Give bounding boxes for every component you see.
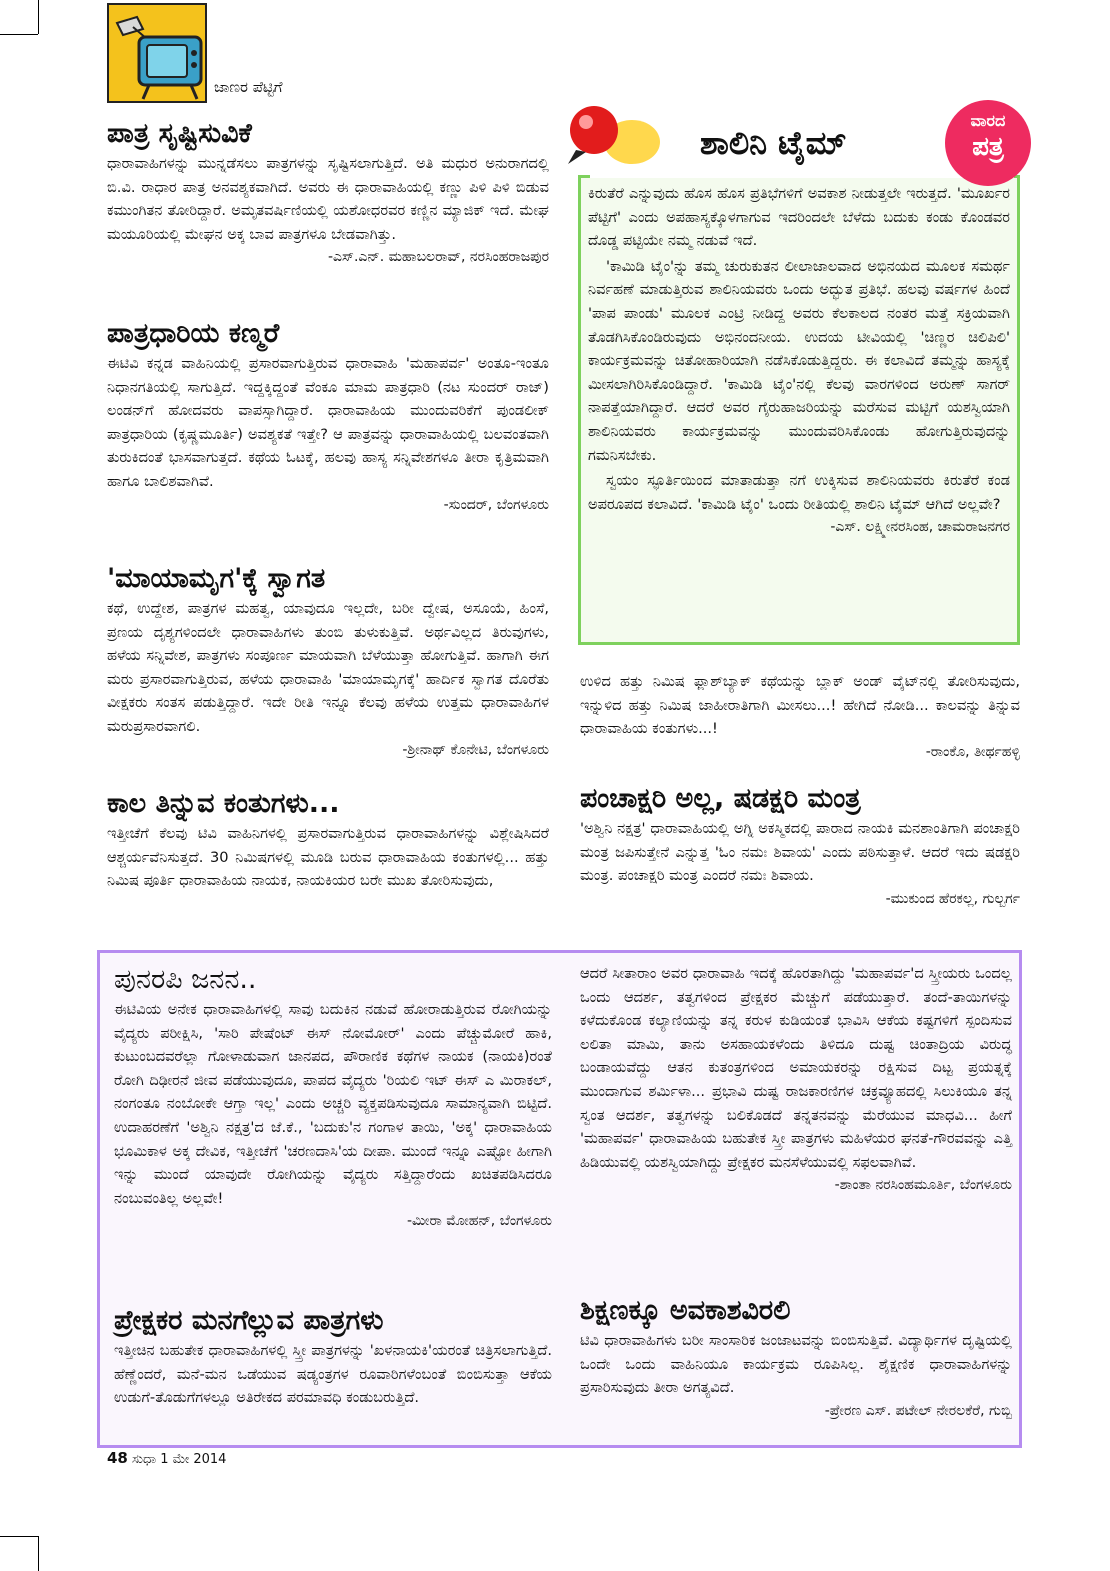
article-time-eating-episodes: [107, 788, 549, 893]
page-number: 48: [107, 1449, 128, 1467]
article-paragraph: ಕಿರುತೆರೆ ಎನ್ನುವುದು ಹೊಸ ಹೊಸ ಪ್ರತಿಭೆಗಳಿಗೆ ಅವಕಾಶ ನೀಡುತ್ತಲೇ ಇರುತ್ತದೆ. 'ಮೂರ್ಖರ ಪೆಟ್ಟಿಗೆ' ಎಂದು ಅಪಹಾಸ್ಯಕ್ಕೊಳಗಾಗುವ ಇದರಿಂದಲೇ ಬೆಳೆದು ಬದುಕು ಕಂಡು ಕೊಂಡವರ ದೊಡ್ಡ ಪಟ್ಟಿಯೇ ನಮ್ಮ ನಡುವೆ ಇದೆ.: [588, 185, 1010, 250]
article-title: ಪಾತ್ರ ಸೃಷ್ಟಿಸುವಿಕೆ: [107, 118, 252, 149]
crop-mark: [38, 0, 39, 34]
article-title: ಪಂಚಾಕ್ಷರಿ ಅಲ್ಲ, ಷಡಕ್ಷರಿ ಮಂತ್ರ: [580, 783, 861, 814]
article-title: 'ಮಾಯಾಮೃಗ'ಕ್ಕೆ ಸ್ವಾಗತ: [107, 563, 326, 594]
article-credit: -ರಾಂಕೊ, ತೀರ್ಥಹಳ್ಳಿ: [925, 743, 1020, 760]
article-character-creation: [107, 118, 549, 265]
badge-line-1: ವಾರದ: [970, 111, 1006, 130]
article-shadakshari-mantra: [580, 783, 1020, 907]
article-body: ಇತ್ತೀಚಿನ ಬಹುತೇಕ ಧಾರಾವಾಹಿಗಳಲ್ಲಿ ಸ್ತ್ರೀ ಪಾತ್ರಗಳನ್ನು 'ಖಳನಾಯಕಿ'ಯರಂತೆ ಚಿತ್ರಿಸಲಾಗುತ್ತಿದೆ. ಹೆಣ್ಣೆಂದರೆ, ಮನೆ-ಮನ ಒಡೆಯುವ ಷಡ್ಯಂತ್ರಗಳ ರೂವಾರಿಗಳೆಂಬಂತೆ ಬಿಂಬಿಸುತ್ತಾ ಆಕೆಯ ಉಡುಗೆ-ತೊಡುಗೆಗಳಲ್ಲೂ ಅತಿರೇಕದ ಪರಮಾವಧಿ ಕಂಡುಬರುತ್ತಿದೆ.: [114, 1342, 552, 1407]
article-body: ಇತ್ತೀಚೆಗೆ ಕೆಲವು ಟಿವಿ ವಾಹಿನಿಗಳಲ್ಲಿ ಪ್ರಸಾರವಾಗುತ್ತಿರುವ ಧಾರಾವಾಹಿಗಳನ್ನು ವಿಶ್ಲೇಷಿಸಿದರೆ ಆಶ್ಚರ್ಯವೆನಿಸುತ್ತದೆ. 30 ನಿಮಿಷಗಳಲ್ಲಿ ಮೂಡಿ ಬರುವ ಧಾರಾವಾಹಿಯ ಕಂತುಗಳಲ್ಲಿ... ಹತ್ತು ನಿಮಿಷ ಪೂರ್ತಿ ಧಾರಾವಾಹಿಯ ನಾಯಕ, ನಾಯಕಿಯರ ಬರೇ ಮುಖ ತೋರಿಸುವುದು,: [107, 825, 549, 890]
article-credit: -ಸುಂದರ್, ಬೆಂಗಳೂರು: [443, 496, 549, 513]
article-body: ಈಟಿವಿಯ ಅನೇಕ ಧಾರಾವಾಹಿಗಳಲ್ಲಿ ಸಾವು ಬದುಕಿನ ನಡುವೆ ಹೋರಾಡುತ್ತಿರುವ ರೋಗಿಯನ್ನು ವೈದ್ಯರು ಪರೀಕ್ಷಿಸಿ, 'ಸಾರಿ ಪೇಷೆಂಟ್ ಈಸ್ ನೋಮೋರ್' ಎಂದು ಪೆಚ್ಚುಮೋರೆ ಹಾಕಿ, ಕುಟುಂಬದವರೆಲ್ಲಾ ಗೋಳಾಡುವಾಗ ಜಾನಪದ, ಪೌರಾಣಿಕ ಕಥೆಗಳ ನಾಯಕ (ನಾಯಕಿ)ರಂತೆ ರೋಗಿ ದಿಢೀರನೆ ಜೀವ ಪಡೆಯುವುದೂ, ಪಾಪದ ವೈದ್ಯರು 'ರಿಯಲಿ ಇಟ್ ಈಸ್ ಎ ಮಿರಾಕಲ್, ನಂಗಂತೂ ನಂಬೋಕೇ ಆಗ್ತಾ ಇಲ್ಲ' ಎಂದು ಅಚ್ಚರಿ ವ್ಯಕ್ತಪಡಿಸುವುದೂ ಸಾಮಾನ್ಯವಾಗಿ ಬಿಟ್ಟಿದೆ. ಉದಾಹರಣೆಗೆ 'ಅಶ್ವಿನಿ ನಕ್ಷತ್ರ'ದ ಜೆ.ಕೆ., 'ಬದುಕು'ನ ಗಂಗಾಳ ತಾಯಿ, 'ಅಕ್ಕ' ಧಾರಾವಾಹಿಯ ಭೂಮಿಕಾಳ ಅಕ್ಕ ದೇವಿಕ, ಇತ್ತೀಚೆಗೆ 'ಚರಣದಾಸಿ'ಯ ದೀಪಾ. ಮುಂದೆ ಇನ್ನೂ ಎಷ್ಟೋ ಹೀಗಾಗಿ ಇನ್ನು ಮುಂದೆ ಯಾವುದೇ ರೋಗಿಯನ್ನು ವೈದ್ಯರು ಸತ್ತಿದ್ದಾರೆಂದು ಖಚಿತಪಡಿಸಿದರೂ ನಂಬುವಂತಿಲ್ಲ ಅಲ್ಲವೇ!: [114, 1001, 552, 1207]
article-winning-characters-continued: [580, 960, 1012, 1193]
article-credit: -ಮುಕುಂದ ಹೆರಕಲ್ಲ, ಗುಲ್ಬರ್ಗ: [885, 890, 1020, 907]
article-winning-characters: [114, 1305, 552, 1410]
column-label: ಜಾಣರ ಪೆಟ್ಟಿಗೆ: [214, 78, 283, 96]
crop-mark: [0, 34, 38, 35]
article-paragraph: ಸ್ವಯಂ ಸ್ಫೂರ್ತಿಯಿಂದ ಮಾತಾಡುತ್ತಾ ನಗೆ ಉಕ್ಕಿಸುವ ಶಾಲಿನಿಯವರು ಕಿರುತೆರೆ ಕಂಡ ಅಪರೂಪದ ಕಲಾವಿದೆ. 'ಕಾಮಿಡಿ ಟೈಂ' ಒಂದು ರೀತಿಯಲ್ಲಿ ಶಾಲಿನಿ ಟೈಮ್ ಆಗಿದೆ ಅಲ್ಲವೇ?: [588, 472, 1010, 513]
article-shalini-time: [588, 180, 1010, 535]
article-body: ಆದರೆ ಸೀತಾರಾಂ ಅವರ ಧಾರಾವಾಹಿ ಇದಕ್ಕೆ ಹೊರತಾಗಿದ್ದು 'ಮಹಾಪರ್ವ'ದ ಸ್ತ್ರೀಯರು ಒಂದಲ್ಲ ಒಂದು ಆದರ್ಶ, ತತ್ವಗಳಿಂದ ಪ್ರೇಕ್ಷಕರ ಮೆಚ್ಚುಗೆ ಪಡೆಯುತ್ತಾರೆ. ತಂದೆ-ತಾಯಿಗಳನ್ನು ಕಳೆದುಕೊಂಡ ಕಲ್ಯಾಣಿಯನ್ನು ತನ್ನ ಕರುಳ ಕುಡಿಯಂತೆ ಭಾವಿಸಿ ಆಕೆಯ ಕಷ್ಟಗಳಿಗೆ ಸ್ಪಂದಿಸುವ ಲಲಿತಾ ಮಾಮಿ, ತಾನು ಅಸಹಾಯಕಳೆಂದು ತಿಳಿದೂ ದುಷ್ಟ ಚಿಂತಾದ್ರಿಯ ವಿರುದ್ಧ ಬಂಡಾಯವೆದ್ದು ಆತನ ಕುತಂತ್ರಗಳಿಂದ ಅಮಾಯಕರನ್ನು ರಕ್ಷಿಸುವ ದಿಟ್ಟ ಪ್ರಯತ್ನಕ್ಕೆ ಮುಂದಾಗುವ ಶರ್ಮಿಳಾ... ಪ್ರಭಾವಿ ದುಷ್ಟ ರಾಜಕಾರಣಿಗಳ ಚಕ್ರವ್ಯೂಹದಲ್ಲಿ ಸಿಲುಕಿಯೂ ತನ್ನ ಸ್ವಂತ ಆದರ್ಶ, ತತ್ವಗಳನ್ನು ಬಲಿಕೊಡದೆ ತನ್ನತನವನ್ನು ಮೆರೆಯುವ ಮಾಧವಿ... ಹೀಗೆ 'ಮಹಾಪರ್ವ' ಧಾರಾವಾಹಿಯ ಬಹುತೇಕ ಸ್ತ್ರೀ ಪಾತ್ರಗಳು ಮಹಿಳೆಯರ ಘನತೆ-ಗೌರವವನ್ನು ಎತ್ತಿ ಹಿಡಿಯುವಲ್ಲಿ ಯಶಸ್ವಿಯಾಗಿದ್ದು ಪ್ರೇಕ್ಷಕರ ಮನಸೆಳೆಯುವಲ್ಲಿ ಸಫಲವಾಗಿವೆ.: [580, 965, 1012, 1171]
article-title: ಕಾಲ ತಿನ್ನುವ ಕಂತುಗಳು...: [107, 788, 340, 819]
article-credit: -ಪ್ರೇರಣ ಎಸ್. ಪಟೇಲ್ ನೇರಲಕೆರೆ, ಗುಬ್ಬಿ: [824, 1402, 1012, 1419]
pushpin-icon: [566, 100, 676, 170]
tv-icon: [109, 5, 207, 103]
article-body: ಟಿವಿ ಧಾರಾವಾಹಿಗಳು ಬರೀ ಸಾಂಸಾರಿಕ ಜಂಜಾಟವನ್ನು ಬಿಂಬಿಸುತ್ತಿವೆ. ವಿದ್ಯಾರ್ಥಿಗಳ ದೃಷ್ಟಿಯಲ್ಲಿ ಒಂದೇ ಒಂದು ವಾಹಿನಿಯೂ ಕಾರ್ಯಕ್ರಮ ರೂಪಿಸಿಲ್ಲ. ಶೈಕ್ಷಣಿಕ ಧಾರಾವಾಹಿಗಳನ್ನು ಪ್ರಸಾರಿಸುವುದು ತೀರಾ ಅಗತ್ಯವಿದೆ.: [580, 1332, 1012, 1397]
article-credit: -ಶ್ರೀನಾಥ್ ಕೊನೇಟಿ, ಬೆಂಗಳೂರು: [402, 741, 549, 758]
crop-mark: [0, 1536, 38, 1537]
issue-date: 1 ಮೇ 2014: [160, 1452, 227, 1467]
article-education-opportunity: [580, 1295, 1012, 1419]
tv-logo: [107, 3, 207, 103]
article-credit: -ಎಸ್.ಎನ್. ಮಹಾಬಲರಾವ್, ನರಸಿಂಹರಾಜಪುರ: [327, 249, 549, 266]
magazine-name: ಸುಧಾ: [132, 1452, 157, 1467]
badge-line-2: ಪತ್ರ: [972, 132, 1004, 162]
article-credit: -ಶಾಂತಾ ನರಸಿಂಹಮೂರ್ತಿ, ಬೆಂಗಳೂರು: [834, 1177, 1012, 1194]
article-mayamruga-welcome: [107, 563, 549, 758]
article-title: ಪುನರಪಿ ಜನನ..: [114, 964, 257, 995]
article-title: ಪ್ರೇಕ್ಷಕರ ಮನಗೆಲ್ಲುವ ಪಾತ್ರಗಳು: [114, 1305, 384, 1336]
letter-title: ಶಾಲಿನಿ ಟೈಮ್: [700, 124, 847, 162]
article-credit: -ಮೀರಾ ಮೋಹನ್, ಬೆಂಗಳೂರು: [407, 1213, 552, 1230]
crop-mark: [38, 1536, 39, 1571]
article-credit: -ಎಸ್. ಲಕ್ಷ್ಮೀನರಸಿಂಹ, ಚಾಮರಾಜನಗರ: [830, 519, 1010, 536]
article-body: ಕಥೆ, ಉದ್ದೇಶ, ಪಾತ್ರಗಳ ಮಹತ್ವ, ಯಾವುದೂ ಇಲ್ಲದೇ, ಬರೀ ದ್ವೇಷ, ಅಸೂಯೆ, ಹಿಂಸೆ, ಪ್ರಣಯ ದೃಶ್ಯಗಳಿಂದಲೇ ಧಾರಾವಾಹಿಗಳು ತುಂಬಿ ತುಳುಕುತ್ತಿವೆ. ಅರ್ಥವಿಲ್ಲದ ತಿರುವುಗಳು, ಹಳೆಯ ಸನ್ನಿವೇಶ, ಪಾತ್ರಗಳು ಸಂಪೂರ್ಣ ಮಾಯವಾಗಿ ಬೆಳೆಯುತ್ತಾ ಹೋಗುತ್ತಿವೆ. ಹಾಗಾಗಿ ಈಗ ಮರು ಪ್ರಸಾರವಾಗುತ್ತಿರುವ, ಹಳೆಯ ಧಾರಾವಾಹಿ 'ಮಾಯಾಮೃಗಕ್ಕೆ' ಹಾರ್ದಿಕ ಸ್ವಾಗತ ದೊರೆತು ವೀಕ್ಷಕರು ಸಂತಸ ಪಡುತ್ತಿದ್ದಾರೆ. ಇದೇ ರೀತಿ ಇನ್ನೂ ಕೆಲವು ಹಳೆಯ ಉತ್ತಮ ಧಾರಾವಾಹಿಗಳ ಮರುಪ್ರಸಾರವಾಗಲಿ.: [107, 600, 549, 735]
letter-of-week-badge: [945, 100, 1031, 186]
article-body: ಧಾರಾವಾಹಿಗಳನ್ನು ಮುನ್ನಡೆಸಲು ಪಾತ್ರಗಳನ್ನು ಸೃಷ್ಟಿಸಲಾಗುತ್ತಿದೆ. ಅತಿ ಮಧುರ ಅನುರಾಗದಲ್ಲಿ ಬಿ.ವಿ. ರಾಧಾರ ಪಾತ್ರ ಅನವಶ್ಯಕವಾಗಿದೆ. ಅವರು ಈ ಧಾರಾವಾಹಿಯಲ್ಲಿ ಕಣ್ಣು ಪಿಳಿ ಪಿಳಿ ಬಿಡುವ ಕಮುಂಗಿತನ ತೋರಿದ್ದಾರೆ. ಅಮೃತವರ್ಷಿಣಿಯಲ್ಲಿ ಯಶೋಧರವರ ಕಣ್ಣಿನ ಮ್ಯಾಜಿಕ್ ಇದೆ. ಮೇಘ ಮಯೂರಿಯಲ್ಲಿ ಮೇಘನ ಅಕ್ಕ ಬಾವ ಪಾತ್ರಗಳೂ ಬೇಡವಾಗಿತ್ತು.: [107, 155, 549, 243]
article-body: 'ಅಶ್ವಿನಿ ನಕ್ಷತ್ರ' ಧಾರಾವಾಹಿಯಲ್ಲಿ ಅಗ್ನಿ ಅಕಸ್ಮಿಕದಲ್ಲಿ ಪಾರಾದ ನಾಯಕಿ ಮನಶಾಂತಿಗಾಗಿ ಪಂಚಾಕ್ಷರಿ ಮಂತ್ರ ಜಪಿಸುತ್ತೇನೆ ಎನ್ನುತ್ತ 'ಓಂ ನಮಃ ಶಿವಾಯ' ಎಂದು ಪಠಿಸುತ್ತಾಳೆ. ಆದರೆ ಇದು ಷಡಕ್ಷರಿ ಮಂತ್ರ. ಪಂಚಾಕ್ಷರಿ ಮಂತ್ರ ಎಂದರೆ ನಮಃ ಶಿವಾಯ.: [580, 820, 1020, 885]
article-paragraph: 'ಕಾಮಿಡಿ ಟೈಂ'ನ್ನು ತಮ್ಮ ಚುರುಕುತನ ಲೀಲಾಜಾಲವಾದ ಅಭಿನಯದ ಮೂಲಕ ಸಮರ್ಥ ನಿರ್ವಹಣೆ ಮಾಡುತ್ತಿರುವ ಶಾಲಿನಿಯವರು ಒಂದು ಅದ್ಭುತ ಪ್ರತಿಭೆ. ಹಲವು ವರ್ಷಗಳ ಹಿಂದೆ 'ಪಾಪ ಪಾಂಡು' ಮೂಲಕ ಎಂಟ್ರಿ ನೀಡಿದ್ದ ಅವರು ಕೆಲಕಾಲದ ನಂತರ ಮತ್ತೆ ಸಕ್ರಿಯವಾಗಿ ತೊಡಗಿಸಿಕೊಂಡಿರುವುದು ಅಭಿನಂದನೀಯ. ಉದಯ ಟೀವಿಯಲ್ಲಿ 'ಚಿಣ್ಣರ ಚಿಲಿಪಿಲಿ' ಕಾರ್ಯಕ್ರಮವನ್ನು ಚಿತೋಹಾರಿಯಾಗಿ ನಡೆಸಿಕೊಡುತ್ತಿದ್ದರು. ಈ ಕಲಾವಿದೆ ತಮ್ಮನ್ನು ಹಾಸ್ಯಕ್ಕೆ ಮೀಸಲಾಗಿರಿಸಿಕೊಂಡಿದ್ದಾರೆ. 'ಕಾಮಿಡಿ ಟೈಂ'ನಲ್ಲಿ ಕೆಲವು ವಾರಗಳಿಂದ ಅರುಣ್ ಸಾಗರ್ ನಾಪತ್ತೆಯಾಗಿದ್ದಾರೆ. ಆದರೆ ಅವರ ಗೈರುಹಾಜರಿಯನ್ನು ಮರೆಸುವ ಮಟ್ಟಿಗೆ ಯಶಸ್ವಿಯಾಗಿ ಶಾಲಿನಿಯವರು ಕಾರ್ಯಕ್ರಮವನ್ನು ಮುಂದುವರಿಸಿಕೊಂಡು ಹೋಗುತ್ತಿರುವುದನ್ನು ಗಮನಿಸಬೇಕು.: [588, 257, 1010, 464]
page-footer: [107, 1449, 226, 1467]
article-time-eating-continued: [580, 668, 1020, 760]
article-body: ಈಟಿವಿ ಕನ್ನಡ ವಾಹಿನಿಯಲ್ಲಿ ಪ್ರಸಾರವಾಗುತ್ತಿರುವ ಧಾರಾವಾಹಿ 'ಮಹಾಪರ್ವ' ಅಂತೂ-ಇಂತೂ ನಿಧಾನಗತಿಯಲ್ಲಿ ಸಾಗುತ್ತಿದೆ. ಇದ್ದಕ್ಕಿದ್ದಂತೆ ವೆಂಕೂ ಮಾಮ ಪಾತ್ರಧಾರಿ (ನಟ ಸುಂದರ್ ರಾಜ್) ಲಂಡನ್‌ಗೆ ಹೋದವರು ವಾಪಸ್ಸಾಗಿದ್ದಾರೆ. ಧಾರಾವಾಹಿಯ ಮುಂದುವರಿಕೆಗೆ ಪುಂಡಲೀಕ್ ಪಾತ್ರಧಾರಿಯ (ಕೃಷ್ಣಮೂರ್ತಿ) ಅವಶ್ಯಕತೆ ಇತ್ತೇ? ಆ ಪಾತ್ರವನ್ನು ಧಾರಾವಾಹಿಯಲ್ಲಿ ಬಲವಂತವಾಗಿ ತುರುಕಿದಂತೆ ಭಾಸವಾಗುತ್ತದೆ. ಕಥೆಯ ಓಟಕ್ಕೆ, ಹಲವು ಹಾಸ್ಯ ಸನ್ನಿವೇಶಗಳೂ ತೀರಾ ಕೃತ್ರಿಮವಾಗಿ ಹಾಗೂ ಬಾಲಿಶವಾಗಿವೆ.: [107, 355, 549, 490]
article-title: ಪಾತ್ರಧಾರಿಯ ಕಣ್ಮರೆ: [107, 318, 280, 349]
article-rebirth: [114, 964, 552, 1229]
article-body: ಉಳಿದ ಹತ್ತು ನಿಮಿಷ ಫ್ಲಾಶ್‌ಬ್ಯಾಕ್ ಕಥೆಯನ್ನು ಬ್ಲಾಕ್ ಅಂಡ್ ವೈಟ್‌ನಲ್ಲಿ ತೋರಿಸುವುದು, ಇನ್ನುಳಿದ ಹತ್ತು ನಿಮಿಷ ಜಾಹೀರಾತಿಗಾಗಿ ಮೀಸಲು...! ಹೇಗಿದೆ ನೋಡಿ... ಕಾಲವನ್ನು ತಿನ್ನುವ ಧಾರಾವಾಹಿಯ ಕಂತುಗಳು...!: [580, 673, 1020, 738]
article-title: ಶಿಕ್ಷಣಕ್ಕೂ ಅವಕಾಶವಿರಲಿ: [580, 1295, 791, 1326]
article-actor-disappearance: [107, 318, 549, 513]
